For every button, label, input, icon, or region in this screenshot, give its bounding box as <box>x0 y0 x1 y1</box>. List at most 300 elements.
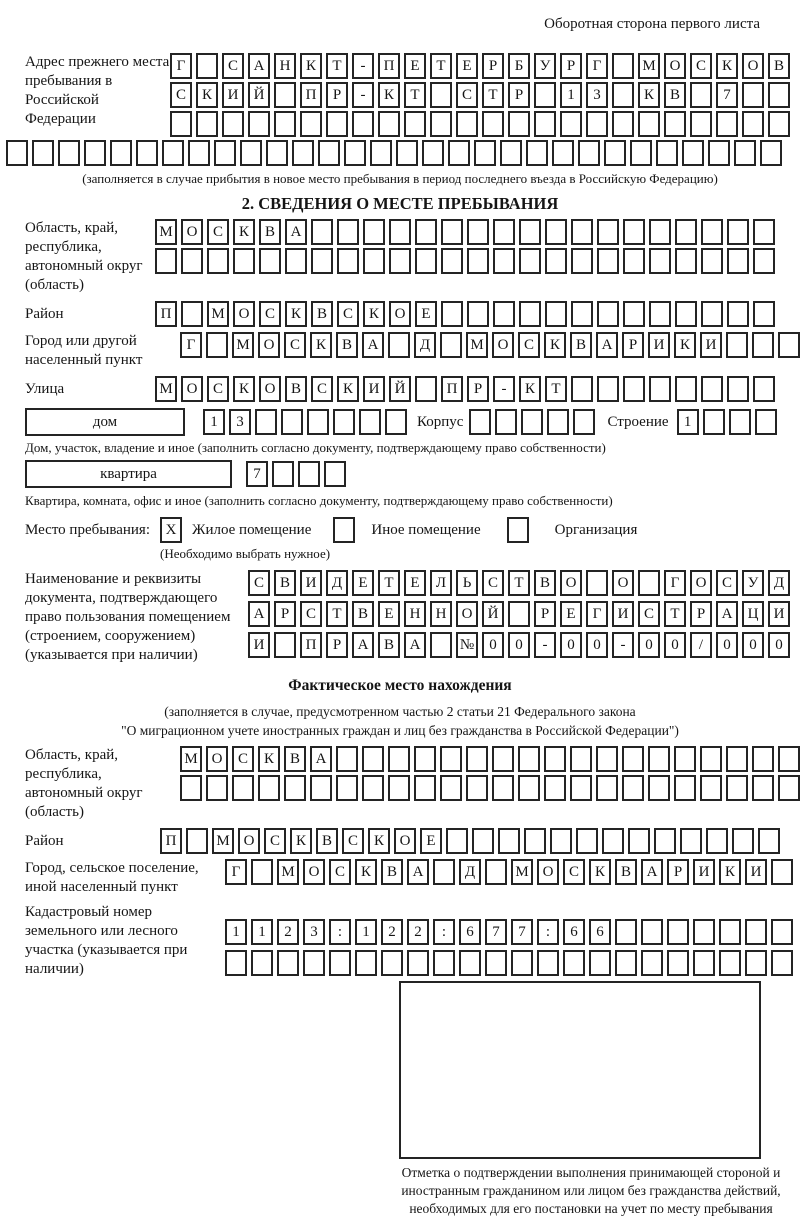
char-box[interactable] <box>674 775 696 801</box>
char-box[interactable]: О <box>258 332 280 358</box>
char-box[interactable]: С <box>638 601 660 627</box>
char-box[interactable] <box>630 140 652 166</box>
char-box[interactable]: И <box>612 601 634 627</box>
char-box[interactable] <box>500 140 522 166</box>
char-box[interactable] <box>389 248 411 274</box>
char-box[interactable]: Г <box>225 859 247 885</box>
char-box[interactable]: Т <box>404 82 426 108</box>
char-box[interactable] <box>407 950 429 976</box>
char-box[interactable] <box>545 301 567 327</box>
char-box[interactable] <box>274 632 296 658</box>
char-box[interactable] <box>389 219 411 245</box>
char-box[interactable]: В <box>570 332 592 358</box>
char-box[interactable] <box>729 409 751 435</box>
char-box[interactable]: К <box>233 219 255 245</box>
char-box[interactable]: Е <box>352 570 374 596</box>
char-box[interactable]: К <box>363 301 385 327</box>
char-box[interactable] <box>753 219 775 245</box>
char-box[interactable] <box>570 746 592 772</box>
char-box[interactable] <box>474 140 496 166</box>
char-box[interactable] <box>508 111 530 137</box>
char-box[interactable]: К <box>300 53 322 79</box>
char-box[interactable]: 0 <box>508 632 530 658</box>
char-box[interactable] <box>292 140 314 166</box>
char-box[interactable] <box>778 332 800 358</box>
char-box[interactable] <box>255 409 277 435</box>
char-box[interactable] <box>285 248 307 274</box>
char-box[interactable]: 6 <box>459 919 481 945</box>
char-box[interactable]: А <box>285 219 307 245</box>
char-box[interactable] <box>251 859 273 885</box>
char-box[interactable] <box>196 111 218 137</box>
char-box[interactable] <box>726 332 748 358</box>
char-box[interactable] <box>274 82 296 108</box>
char-box[interactable] <box>519 248 541 274</box>
char-box[interactable] <box>485 950 507 976</box>
char-box[interactable]: Р <box>622 332 644 358</box>
char-box[interactable] <box>281 409 303 435</box>
char-box[interactable]: - <box>534 632 556 658</box>
char-box[interactable]: О <box>259 376 281 402</box>
char-box[interactable] <box>441 301 463 327</box>
house-type-box[interactable]: дом <box>25 408 185 436</box>
char-box[interactable]: В <box>664 82 686 108</box>
char-box[interactable] <box>700 775 722 801</box>
char-box[interactable] <box>472 828 494 854</box>
char-box[interactable] <box>552 140 574 166</box>
char-box[interactable] <box>719 950 741 976</box>
char-box[interactable] <box>597 376 619 402</box>
char-box[interactable]: - <box>493 376 515 402</box>
char-box[interactable] <box>440 746 462 772</box>
char-box[interactable]: 0 <box>586 632 608 658</box>
char-box[interactable]: Е <box>456 53 478 79</box>
char-box[interactable] <box>336 746 358 772</box>
char-box[interactable]: К <box>233 376 255 402</box>
char-box[interactable]: 0 <box>560 632 582 658</box>
char-box[interactable]: Т <box>378 570 400 596</box>
char-box[interactable]: Б <box>508 53 530 79</box>
char-box[interactable]: 1 <box>225 919 247 945</box>
char-box[interactable] <box>214 140 236 166</box>
char-box[interactable]: В <box>316 828 338 854</box>
char-box[interactable]: О <box>303 859 325 885</box>
char-box[interactable] <box>466 775 488 801</box>
char-box[interactable]: И <box>300 570 322 596</box>
char-box[interactable] <box>734 140 756 166</box>
char-box[interactable]: В <box>311 301 333 327</box>
char-box[interactable]: В <box>378 632 400 658</box>
char-box[interactable] <box>311 248 333 274</box>
char-box[interactable]: 1 <box>203 409 225 435</box>
char-box[interactable]: В <box>615 859 637 885</box>
char-box[interactable] <box>266 140 288 166</box>
char-box[interactable] <box>571 219 593 245</box>
char-box[interactable] <box>388 775 410 801</box>
char-box[interactable] <box>298 461 320 487</box>
char-box[interactable] <box>727 376 749 402</box>
char-box[interactable]: Й <box>248 82 270 108</box>
char-box[interactable] <box>693 950 715 976</box>
char-box[interactable] <box>207 248 229 274</box>
char-box[interactable] <box>563 950 585 976</box>
char-box[interactable] <box>180 775 202 801</box>
char-box[interactable]: О <box>206 746 228 772</box>
char-box[interactable] <box>656 140 678 166</box>
char-box[interactable]: К <box>290 828 312 854</box>
char-box[interactable] <box>615 950 637 976</box>
char-box[interactable]: Г <box>586 53 608 79</box>
char-box[interactable] <box>623 376 645 402</box>
char-box[interactable] <box>466 746 488 772</box>
char-box[interactable] <box>768 111 790 137</box>
char-box[interactable]: Г <box>664 570 686 596</box>
char-box[interactable] <box>206 775 228 801</box>
char-box[interactable] <box>493 248 515 274</box>
char-box[interactable] <box>654 828 676 854</box>
char-box[interactable]: Е <box>404 53 426 79</box>
char-box[interactable] <box>602 828 624 854</box>
char-box[interactable]: Е <box>420 828 442 854</box>
char-box[interactable]: Е <box>378 601 400 627</box>
char-box[interactable]: Р <box>667 859 689 885</box>
char-box[interactable] <box>362 775 384 801</box>
char-box[interactable] <box>727 301 749 327</box>
char-box[interactable] <box>404 111 426 137</box>
char-box[interactable]: / <box>690 632 712 658</box>
char-box[interactable] <box>638 111 660 137</box>
char-box[interactable] <box>545 219 567 245</box>
char-box[interactable] <box>58 140 80 166</box>
char-box[interactable] <box>415 376 437 402</box>
char-box[interactable]: С <box>311 376 333 402</box>
char-box[interactable]: 6 <box>563 919 585 945</box>
char-box[interactable]: 0 <box>482 632 504 658</box>
char-box[interactable] <box>586 570 608 596</box>
char-box[interactable]: В <box>534 570 556 596</box>
char-box[interactable]: К <box>589 859 611 885</box>
char-box[interactable]: С <box>207 219 229 245</box>
char-box[interactable] <box>414 775 436 801</box>
char-box[interactable] <box>771 919 793 945</box>
char-box[interactable] <box>727 219 749 245</box>
char-box[interactable] <box>188 140 210 166</box>
char-box[interactable]: В <box>285 376 307 402</box>
char-box[interactable]: О <box>690 570 712 596</box>
char-box[interactable]: К <box>258 746 280 772</box>
char-box[interactable]: К <box>638 82 660 108</box>
char-box[interactable]: К <box>355 859 377 885</box>
char-box[interactable]: К <box>544 332 566 358</box>
char-box[interactable]: 3 <box>586 82 608 108</box>
char-box[interactable]: 0 <box>664 632 686 658</box>
char-box[interactable] <box>493 301 515 327</box>
char-box[interactable]: О <box>394 828 416 854</box>
char-box[interactable] <box>667 950 689 976</box>
char-box[interactable]: Л <box>430 570 452 596</box>
char-box[interactable] <box>352 111 374 137</box>
char-box[interactable] <box>649 301 671 327</box>
char-box[interactable]: Р <box>482 53 504 79</box>
char-box[interactable] <box>700 746 722 772</box>
char-box[interactable]: Т <box>482 82 504 108</box>
char-box[interactable]: 6 <box>589 919 611 945</box>
char-box[interactable]: Р <box>467 376 489 402</box>
char-box[interactable] <box>675 248 697 274</box>
char-box[interactable]: Н <box>404 601 426 627</box>
char-box[interactable]: О <box>664 53 686 79</box>
char-box[interactable] <box>337 248 359 274</box>
char-box[interactable] <box>336 775 358 801</box>
char-box[interactable]: Й <box>389 376 411 402</box>
char-box[interactable]: О <box>233 301 255 327</box>
char-box[interactable]: А <box>407 859 429 885</box>
char-box[interactable]: А <box>352 632 374 658</box>
char-box[interactable] <box>560 111 582 137</box>
char-box[interactable] <box>753 301 775 327</box>
checkbox-organization[interactable] <box>507 517 529 543</box>
char-box[interactable] <box>596 746 618 772</box>
char-box[interactable] <box>430 111 452 137</box>
char-box[interactable]: 0 <box>638 632 660 658</box>
char-box[interactable]: В <box>381 859 403 885</box>
char-box[interactable]: К <box>337 376 359 402</box>
char-box[interactable] <box>277 950 299 976</box>
char-box[interactable]: В <box>274 570 296 596</box>
char-box[interactable]: 7 <box>485 919 507 945</box>
char-box[interactable] <box>446 828 468 854</box>
char-box[interactable] <box>726 746 748 772</box>
char-box[interactable]: Т <box>545 376 567 402</box>
char-box[interactable] <box>534 111 556 137</box>
char-box[interactable]: А <box>362 332 384 358</box>
char-box[interactable]: : <box>537 919 559 945</box>
char-box[interactable]: М <box>212 828 234 854</box>
char-box[interactable] <box>196 53 218 79</box>
char-box[interactable] <box>251 950 273 976</box>
char-box[interactable] <box>433 859 455 885</box>
char-box[interactable] <box>441 248 463 274</box>
char-box[interactable] <box>396 140 418 166</box>
char-box[interactable]: Т <box>664 601 686 627</box>
char-box[interactable]: У <box>742 570 764 596</box>
char-box[interactable] <box>597 301 619 327</box>
char-box[interactable] <box>84 140 106 166</box>
char-box[interactable]: С <box>482 570 504 596</box>
char-box[interactable]: 2 <box>381 919 403 945</box>
char-box[interactable]: К <box>719 859 741 885</box>
char-box[interactable] <box>162 140 184 166</box>
char-box[interactable] <box>576 828 598 854</box>
char-box[interactable] <box>329 950 351 976</box>
char-box[interactable] <box>433 950 455 976</box>
char-box[interactable]: А <box>248 53 270 79</box>
char-box[interactable] <box>745 919 767 945</box>
char-box[interactable]: О <box>238 828 260 854</box>
char-box[interactable] <box>469 409 491 435</box>
char-box[interactable] <box>378 111 400 137</box>
char-box[interactable] <box>440 775 462 801</box>
char-box[interactable] <box>690 82 712 108</box>
char-box[interactable] <box>758 828 780 854</box>
char-box[interactable] <box>771 859 793 885</box>
char-box[interactable]: С <box>329 859 351 885</box>
char-box[interactable]: О <box>537 859 559 885</box>
char-box[interactable]: Д <box>414 332 436 358</box>
char-box[interactable]: Р <box>508 82 530 108</box>
char-box[interactable]: Н <box>430 601 452 627</box>
char-box[interactable] <box>519 301 541 327</box>
char-box[interactable] <box>701 301 723 327</box>
char-box[interactable] <box>459 950 481 976</box>
char-box[interactable] <box>518 746 540 772</box>
char-box[interactable]: А <box>596 332 618 358</box>
char-box[interactable]: С <box>259 301 281 327</box>
char-box[interactable] <box>240 140 262 166</box>
char-box[interactable]: О <box>181 219 203 245</box>
char-box[interactable]: А <box>404 632 426 658</box>
char-box[interactable] <box>414 746 436 772</box>
char-box[interactable] <box>701 376 723 402</box>
char-box[interactable] <box>222 111 244 137</box>
char-box[interactable] <box>155 248 177 274</box>
char-box[interactable] <box>641 919 663 945</box>
char-box[interactable] <box>310 775 332 801</box>
char-box[interactable]: С <box>342 828 364 854</box>
char-box[interactable] <box>649 219 671 245</box>
char-box[interactable] <box>485 859 507 885</box>
char-box[interactable]: В <box>284 746 306 772</box>
char-box[interactable]: В <box>768 53 790 79</box>
char-box[interactable] <box>701 248 723 274</box>
char-box[interactable] <box>441 219 463 245</box>
char-box[interactable]: А <box>716 601 738 627</box>
char-box[interactable]: И <box>745 859 767 885</box>
char-box[interactable] <box>110 140 132 166</box>
char-box[interactable]: М <box>155 219 177 245</box>
char-box[interactable] <box>385 409 407 435</box>
char-box[interactable]: 1 <box>677 409 699 435</box>
char-box[interactable] <box>571 301 593 327</box>
char-box[interactable] <box>586 111 608 137</box>
char-box[interactable]: Р <box>326 632 348 658</box>
char-box[interactable] <box>498 828 520 854</box>
char-box[interactable]: С <box>690 53 712 79</box>
char-box[interactable]: 1 <box>355 919 377 945</box>
char-box[interactable]: О <box>492 332 514 358</box>
char-box[interactable] <box>318 140 340 166</box>
char-box[interactable]: Г <box>170 53 192 79</box>
char-box[interactable] <box>388 746 410 772</box>
char-box[interactable] <box>518 775 540 801</box>
char-box[interactable] <box>467 248 489 274</box>
char-box[interactable]: К <box>674 332 696 358</box>
char-box[interactable] <box>727 248 749 274</box>
char-box[interactable] <box>570 775 592 801</box>
char-box[interactable] <box>186 828 208 854</box>
char-box[interactable]: Д <box>459 859 481 885</box>
char-box[interactable] <box>753 376 775 402</box>
char-box[interactable]: И <box>222 82 244 108</box>
char-box[interactable]: Р <box>690 601 712 627</box>
char-box[interactable] <box>571 248 593 274</box>
char-box[interactable]: В <box>259 219 281 245</box>
char-box[interactable]: Р <box>326 82 348 108</box>
char-box[interactable] <box>649 376 671 402</box>
char-box[interactable]: Ь <box>456 570 478 596</box>
char-box[interactable] <box>612 111 634 137</box>
char-box[interactable]: Й <box>482 601 504 627</box>
char-box[interactable] <box>534 82 556 108</box>
char-box[interactable] <box>706 828 728 854</box>
char-box[interactable] <box>272 461 294 487</box>
char-box[interactable]: С <box>222 53 244 79</box>
char-box[interactable] <box>232 775 254 801</box>
char-box[interactable]: С <box>284 332 306 358</box>
char-box[interactable]: С <box>264 828 286 854</box>
char-box[interactable] <box>708 140 730 166</box>
char-box[interactable]: Г <box>180 332 202 358</box>
char-box[interactable] <box>363 219 385 245</box>
char-box[interactable]: И <box>363 376 385 402</box>
char-box[interactable]: Д <box>768 570 790 596</box>
char-box[interactable] <box>492 746 514 772</box>
checkbox-other-premises[interactable] <box>333 517 355 543</box>
char-box[interactable]: В <box>352 601 374 627</box>
char-box[interactable] <box>537 950 559 976</box>
char-box[interactable]: Р <box>534 601 556 627</box>
char-box[interactable]: О <box>389 301 411 327</box>
char-box[interactable]: Е <box>404 570 426 596</box>
char-box[interactable] <box>32 140 54 166</box>
char-box[interactable]: М <box>207 301 229 327</box>
char-box[interactable] <box>550 828 572 854</box>
char-box[interactable]: С <box>518 332 540 358</box>
char-box[interactable]: К <box>310 332 332 358</box>
char-box[interactable] <box>415 219 437 245</box>
char-box[interactable] <box>440 332 462 358</box>
char-box[interactable]: П <box>300 82 322 108</box>
char-box[interactable] <box>526 140 548 166</box>
char-box[interactable] <box>771 950 793 976</box>
char-box[interactable]: Т <box>508 570 530 596</box>
char-box[interactable] <box>752 775 774 801</box>
char-box[interactable]: Т <box>326 53 348 79</box>
char-box[interactable] <box>355 950 377 976</box>
char-box[interactable] <box>544 775 566 801</box>
char-box[interactable]: К <box>368 828 390 854</box>
char-box[interactable]: О <box>560 570 582 596</box>
char-box[interactable] <box>667 919 689 945</box>
char-box[interactable] <box>284 775 306 801</box>
char-box[interactable] <box>225 950 247 976</box>
char-box[interactable]: 0 <box>716 632 738 658</box>
char-box[interactable] <box>604 140 626 166</box>
char-box[interactable]: Р <box>560 53 582 79</box>
char-box[interactable] <box>628 828 650 854</box>
char-box[interactable]: Р <box>274 601 296 627</box>
char-box[interactable]: П <box>300 632 322 658</box>
char-box[interactable]: - <box>612 632 634 658</box>
char-box[interactable] <box>430 82 452 108</box>
char-box[interactable] <box>597 219 619 245</box>
char-box[interactable] <box>664 111 686 137</box>
char-box[interactable]: У <box>534 53 556 79</box>
char-box[interactable] <box>622 775 644 801</box>
apartment-type-box[interactable]: квартира <box>25 460 232 488</box>
checkbox-residential[interactable]: X <box>160 517 182 543</box>
char-box[interactable]: Д <box>326 570 348 596</box>
